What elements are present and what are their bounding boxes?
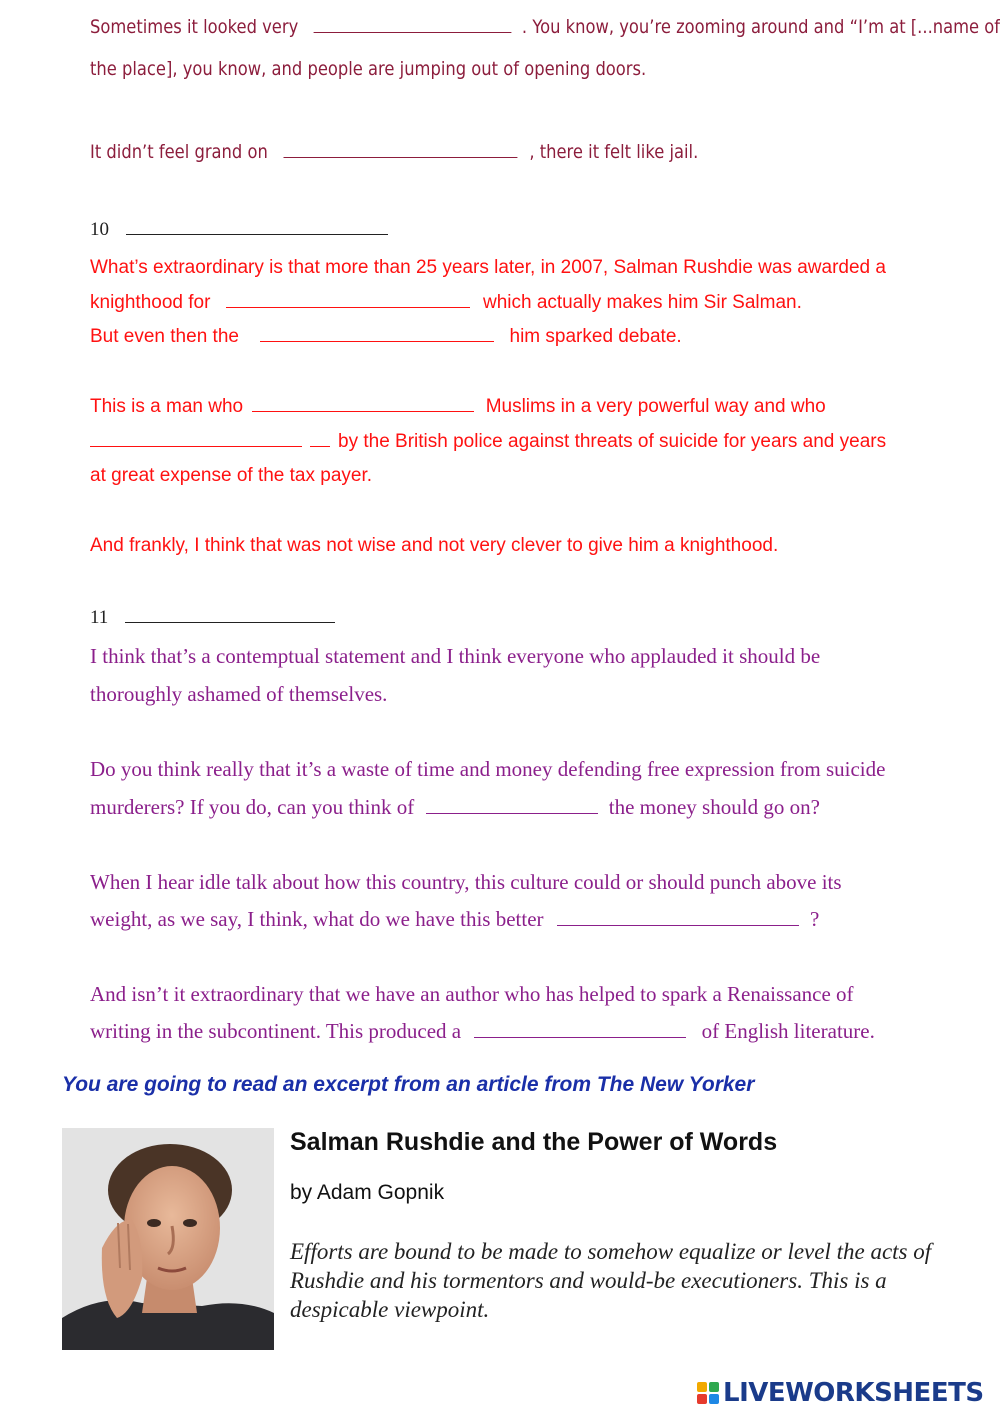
answer-blank[interactable] xyxy=(252,410,474,412)
article-title: Salman Rushdie and the Power of Words xyxy=(290,1128,778,1156)
article-author: by Adam Gopnik xyxy=(290,1181,445,1204)
s11-line-1: I think that’s a contemptual statement and I think everyone who applauded it should be xyxy=(90,644,821,668)
question-number-11: 11 xyxy=(90,607,335,629)
s10-line-5: by the British police against threats of suicide for years and years xyxy=(90,431,886,453)
s10-line-6: at great expense of the tax payer. xyxy=(90,465,373,486)
answer-blank[interactable] xyxy=(426,812,598,814)
answer-blank[interactable] xyxy=(125,621,335,623)
author-photo xyxy=(62,1128,274,1350)
author-portrait-illustration xyxy=(62,1128,274,1350)
s11-line-3: Do you think really that it’s a waste of time and money defending free expression from suicide xyxy=(90,757,886,781)
logo-blocks-icon xyxy=(697,1382,719,1404)
answer-blank[interactable] xyxy=(90,445,302,447)
answer-blank[interactable] xyxy=(557,924,799,926)
answer-blank[interactable] xyxy=(126,233,388,235)
logo-text: LIVEWORKSHEETS xyxy=(723,1378,984,1408)
answer-blank[interactable] xyxy=(226,306,470,308)
s10-line-1: What’s extraordinary is that more than 25 years later, in 2007, Salman Rushdie was awarded a xyxy=(90,257,886,278)
answer-blank-short[interactable] xyxy=(310,445,330,447)
s10-line-2: knighthood for which actually makes him Sir Salman. xyxy=(90,292,802,313)
answer-blank[interactable] xyxy=(314,31,512,33)
s9-line-3: It didn’t feel grand on , there it felt like jail. xyxy=(90,141,699,163)
s11-line-6: weight, as we say, I think, what do we have this better ? xyxy=(90,907,820,931)
s9-line-2: the place], you know, and people are jumping out of opening doors. xyxy=(90,58,647,80)
s10-line-4: This is a man who Muslims in a very powerful way and who xyxy=(90,396,826,417)
s10-line-7: And frankly, I think that was not wise and not very clever to give him a knighthood. xyxy=(90,535,779,556)
s10-line-3: But even then the him sparked debate. xyxy=(90,326,682,347)
reading-intro: You are going to read an excerpt from an article from The New Yorker xyxy=(62,1073,755,1096)
answer-blank[interactable] xyxy=(283,156,517,158)
liveworksheets-logo xyxy=(697,1378,984,1408)
s11-line-4: murderers? If you do, can you think of the money should go on? xyxy=(90,795,820,819)
answer-blank[interactable] xyxy=(260,340,494,342)
s11-line-7: And isn’t it extraordinary that we have an author who has helped to spark a Renaissance of xyxy=(90,982,854,1006)
question-number-10: 10 xyxy=(90,219,388,241)
s9-line-1: Sometimes it looked very . You know, you’re zooming around and “I’m at [...name of xyxy=(90,16,1000,38)
answer-blank[interactable] xyxy=(474,1036,686,1038)
s11-line-2: thoroughly ashamed of themselves. xyxy=(90,682,388,706)
s11-line-8: writing in the subcontinent. This produced a of English literature. xyxy=(90,1019,875,1043)
s11-line-5: When I hear idle talk about how this country, this culture could or should punch above its xyxy=(90,870,842,894)
article-quote: Efforts are bound to be made to somehow equalize or level the acts of Rushdie and his tormentors and would-be executioners. This is a despicable viewpoint. xyxy=(290,1239,932,1322)
